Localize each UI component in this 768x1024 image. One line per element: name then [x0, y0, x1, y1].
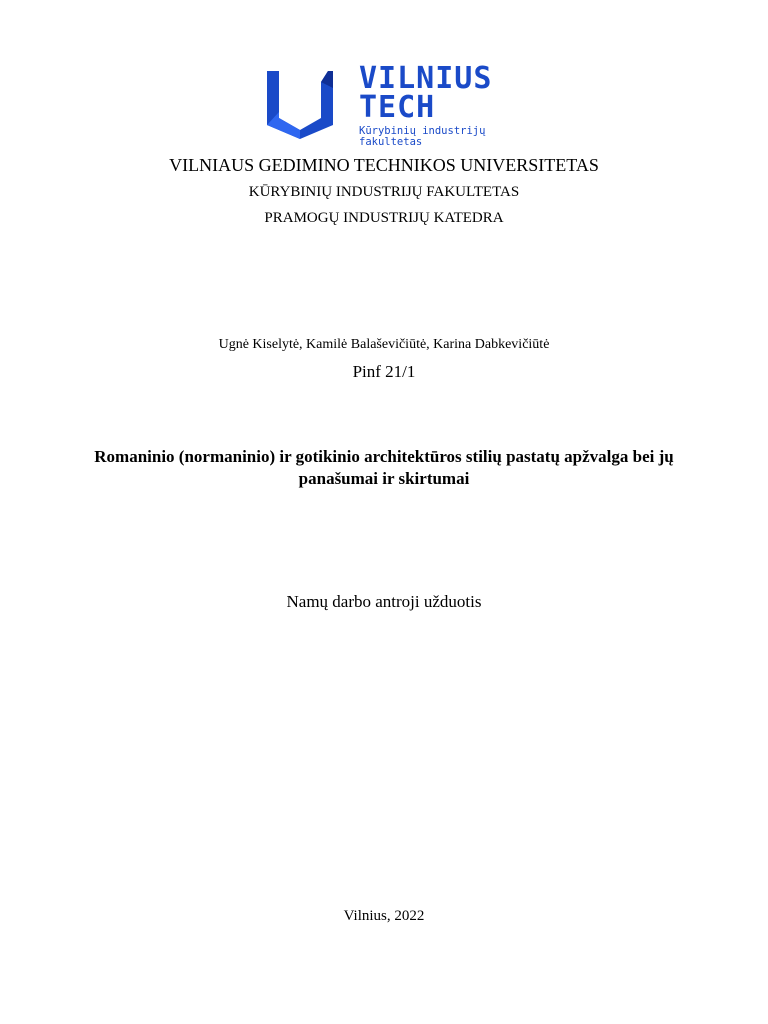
- document-title-line1: Romaninio (normaninio) ir gotikinio architektūros stilių pastatų apžvalga bei jų: [94, 447, 674, 466]
- logo-wordmark: [359, 61, 493, 125]
- task-name: Namų darbo antroji užduotis: [286, 592, 482, 611]
- group-code: Pinf 21/1: [352, 362, 416, 381]
- authors: Ugnė Kiselytė, Kamilė Balaševičiūtė, Karina Dabkevičiūtė: [218, 337, 550, 352]
- logo-name-line2: TECH: [359, 90, 436, 125]
- logo-subtitle: Kūrybinių industrijų fakultetas: [359, 125, 486, 148]
- faculty-name: KŪRYBINIŲ INDUSTRIJŲ FAKULTETAS: [248, 184, 520, 200]
- university-name: VILNIAUS GEDIMINO TECHNIKOS UNIVERSITETAS: [169, 155, 599, 175]
- logo-emblem-icon: [266, 68, 336, 140]
- vilnius-tech-logo: [266, 61, 506, 152]
- place-and-year: Vilnius, 2022: [343, 908, 425, 924]
- department-name: PRAMOGŲ INDUSTRIJŲ KATEDRA: [264, 210, 504, 226]
- logo-name-line1: VILNIUS: [359, 61, 493, 96]
- document-title-line2: panašumai ir skirtumai: [298, 469, 470, 488]
